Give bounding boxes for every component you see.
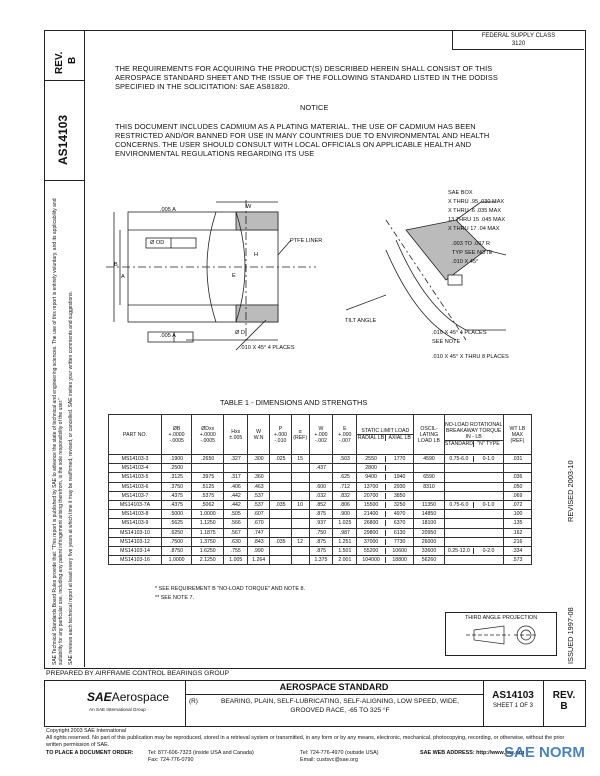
table-cell: 1.501 xyxy=(333,546,357,555)
table-cell: 1.0000 xyxy=(192,510,224,519)
table-cell: .072 xyxy=(503,500,531,509)
projection-box xyxy=(445,612,557,656)
order-label: TO PLACE A DOCUMENT ORDER: xyxy=(46,750,134,756)
table-cell: .442 xyxy=(224,491,248,500)
drawing-note-2: TYP SEE NOTE xyxy=(452,250,493,256)
drawing-label-thru1: X THRU .95 .030 MAX xyxy=(448,199,505,205)
revised-date: REVISED 2003-10 xyxy=(566,460,575,522)
table-subcell: 21400 xyxy=(357,511,386,517)
table-cell: .806 xyxy=(333,500,357,509)
table-cell xyxy=(248,464,270,473)
table-cell: 20950 xyxy=(414,528,444,537)
table-cell: .100 xyxy=(503,510,531,519)
table-subcell: 15500 xyxy=(357,502,386,508)
table-cell: MS14103-5 xyxy=(109,473,162,482)
table-cell: MS14103-12 xyxy=(109,537,162,546)
table-cell: .607 xyxy=(248,510,270,519)
prepared-by: PREPARED BY AIRFRAME CONTROL BEARINGS GROUP xyxy=(46,670,230,677)
rev-box xyxy=(44,30,84,81)
doc-number-box xyxy=(44,80,84,181)
table-subcell: 26800 xyxy=(357,520,386,526)
table-cell: MS14103-8 xyxy=(109,510,162,519)
table-cell: 4590 xyxy=(414,455,444,464)
table-subcell: 2930 xyxy=(393,483,406,490)
table-cell: .406 xyxy=(224,482,248,491)
table-cell: .437 xyxy=(309,464,333,473)
side-disclaimer-2: SAE reviews each technical report at least every five years at which time it may be reaffirmed, revised, or cancelled. SAE invites your written comments and suggestions. xyxy=(68,291,74,665)
table-cell xyxy=(357,455,414,464)
table-cell: .035 xyxy=(270,500,292,509)
title-rev-value: B xyxy=(560,701,568,712)
table-cell xyxy=(270,519,292,528)
drawing-note-4: .010 X 45° 4 PLACES xyxy=(432,330,487,336)
table-cell: .900 xyxy=(333,510,357,519)
drawing-note-5: SEE NOTE xyxy=(432,339,461,345)
table-cell: 33600 xyxy=(414,546,444,555)
table-cell: .3750 xyxy=(162,482,192,491)
table-cell xyxy=(444,537,503,546)
table-cell: .990 xyxy=(248,546,270,555)
table-cell xyxy=(270,473,292,482)
notice-title: NOTICE xyxy=(300,103,329,112)
table-subcell: 0.75-6.0 xyxy=(445,502,475,508)
watermark: SAE NORM xyxy=(504,744,585,761)
drawing-label-tilt: TILT ANGLE xyxy=(345,318,377,324)
drawing-label-thru3: 13 THRU 15 .045 MAX xyxy=(448,217,506,223)
table-cell xyxy=(291,519,309,528)
table-row xyxy=(109,473,532,482)
table-cell xyxy=(444,464,503,473)
drawing-label-w: W xyxy=(246,204,252,210)
fax: Fax: 724-776-0790 xyxy=(148,757,194,763)
table-cell: .755 xyxy=(224,546,248,555)
table-cell: .050 xyxy=(503,482,531,491)
table-cell: .875 xyxy=(309,510,333,519)
table-subcell: 0-1.0 xyxy=(482,502,495,509)
table-cell xyxy=(444,473,503,482)
table-cell xyxy=(291,473,309,482)
table-cell: .216 xyxy=(503,537,531,546)
table-subcell: 0-2.0 xyxy=(482,547,495,554)
table-subcell: 1770 xyxy=(393,456,406,463)
intro-paragraph: THE REQUIREMENTS FOR ACQUIRING THE PRODUCT(S) DESCRIBED HEREIN SHALL CONSIST OF THIS AEROSPACE STANDARD SHEET AND THE ISSUE OF THE FOLLOWING STANDARD LISTED IN THE DODISS SPECIFIED IN THE SOLICITATION: SAE AS81820. xyxy=(115,64,498,91)
th-wn: W W.N xyxy=(248,415,270,455)
table-cell: .630 xyxy=(224,537,248,546)
doc-number-vertical: AS14103 xyxy=(56,114,70,165)
table-subcell: 10600 xyxy=(392,547,407,554)
table-cell: .1900 xyxy=(162,455,192,464)
table-cell xyxy=(270,510,292,519)
table-cell: .537 xyxy=(248,491,270,500)
table-cell: .2500 xyxy=(162,464,192,473)
table-subcell: 0-1.0 xyxy=(482,456,495,463)
title-rev-label: REV. xyxy=(552,690,576,701)
table-row xyxy=(109,464,532,473)
table-subcell xyxy=(386,465,414,471)
table-cell xyxy=(444,556,503,565)
table-cell xyxy=(357,510,414,519)
table-cell: 6590 xyxy=(414,473,444,482)
copyright: Copyright 2003 SAE International xyxy=(46,728,127,734)
table-cell: MS14103-7 xyxy=(109,491,162,500)
table-cell xyxy=(291,546,309,555)
table-subcell: 0.75-6.0 xyxy=(445,456,475,462)
table-cell: .463 xyxy=(248,482,270,491)
table-subcell: 3850 xyxy=(393,492,406,499)
table-cell: 15 xyxy=(291,455,309,464)
rev-label: REV. xyxy=(54,51,65,74)
th-oscillating: OSCIL-LATING LOAD LB xyxy=(414,415,444,455)
table-cell xyxy=(444,500,503,509)
table-cell: 10 xyxy=(291,500,309,509)
table-cell xyxy=(444,519,503,528)
table-cell xyxy=(414,464,444,473)
table-cell xyxy=(291,510,309,519)
table-cell: .747 xyxy=(248,528,270,537)
table-subcell: 55200 xyxy=(357,548,386,554)
drawing-label-ptfe: PTFE LINER xyxy=(290,238,323,244)
table-cell: .875 xyxy=(309,537,333,546)
table-subcell: 0.25-12.0 xyxy=(445,548,475,554)
th-part-no: PART NO. xyxy=(109,415,162,455)
table-cell xyxy=(357,482,414,491)
table-cell xyxy=(357,546,414,555)
issued-date: ISSUED 1997-08 xyxy=(566,607,575,664)
table-cell: 56260 xyxy=(414,556,444,565)
table-cell: .442 xyxy=(224,500,248,509)
th-w: W +.000 -.002 xyxy=(309,415,333,455)
table-cell: .035 xyxy=(270,537,292,546)
drawing-note-1: .003 TO .007 R xyxy=(452,241,491,247)
table-cell: MS14103-4 xyxy=(109,464,162,473)
web-address: SAE WEB ADDRESS: http://www.sae.org xyxy=(420,750,525,756)
drawing-label-sae-box: SAE BOX xyxy=(448,190,473,196)
table-cell: MS14103-7A xyxy=(109,500,162,509)
table-cell xyxy=(444,546,503,555)
table-row xyxy=(109,556,532,565)
table-cell: .937 xyxy=(309,519,333,528)
table-cell: 1.1875 xyxy=(192,528,224,537)
table-subcell: 6130 xyxy=(393,529,406,536)
drawing-label-h: H xyxy=(254,252,259,258)
table-cell: .317 xyxy=(224,473,248,482)
rights-text: All rights reserved. No part of this publication may be reproduced, stored in a retrieval system or transmitted, in any form or by any means, electronic, mechanical, photocopying, recording, or otherwise, without the prior written permission of SAE. xyxy=(46,735,565,748)
table-cell xyxy=(357,519,414,528)
table-cell: MS14103-16 xyxy=(109,556,162,565)
title-cell xyxy=(185,681,484,726)
table-cell xyxy=(224,464,248,473)
rev-cell xyxy=(543,681,585,726)
table-row xyxy=(109,537,532,546)
table-cell: .4375 xyxy=(162,500,192,509)
table-cell: 11350 xyxy=(414,500,444,509)
table-cell: 12 xyxy=(291,537,309,546)
table-cell: .843 xyxy=(248,537,270,546)
table-cell xyxy=(309,473,333,482)
table-cell: 1.375 xyxy=(309,556,333,565)
table-cell: 26000 xyxy=(414,537,444,546)
table-cell: .031 xyxy=(503,455,531,464)
projection-label: THIRD ANGLE PROJECTION xyxy=(464,615,538,621)
th-alpha: α (REF) xyxy=(291,415,309,455)
table-cell: .135 xyxy=(503,519,531,528)
title-doc-number: AS14103 xyxy=(492,690,534,701)
table-cell: .566 xyxy=(224,519,248,528)
phone-intl: Tel: 724-776-4970 (outside USA) xyxy=(300,750,379,756)
table-cell xyxy=(291,482,309,491)
footer xyxy=(46,728,566,749)
table-cell xyxy=(270,464,292,473)
table-row xyxy=(109,519,532,528)
table-cell xyxy=(192,464,224,473)
table-cell: .573 xyxy=(503,556,531,565)
drawing-label-chamfer: .010 X 45° 4 PLACES xyxy=(240,345,295,351)
table-cell: 14850 xyxy=(414,510,444,519)
sae-tagline: An SAE International Group xyxy=(89,707,146,712)
table-cell: MS14103-9 xyxy=(109,519,162,528)
table-cell: MS14103-6 xyxy=(109,482,162,491)
table-footnote-2: ** SEE NOTE 7. xyxy=(155,595,194,601)
table-cell: 1.005 xyxy=(224,556,248,565)
table-cell xyxy=(270,556,292,565)
table-cell: .7500 xyxy=(162,537,192,546)
table-cell: .162 xyxy=(503,528,531,537)
table-cell: .327 xyxy=(224,455,248,464)
table-cell: .567 xyxy=(224,528,248,537)
side-disclaimer-1: SAE Technical Standards Board Rules provide that: "This report is published by SAE to advance the state of technical and engineering sciences. The use of this report is entirely voluntary, and its applicability and suitability for any particular use, including any patent infringement arising therefrom, is the sole responsibility of the user." xyxy=(52,198,64,665)
table-cell: 1.3750 xyxy=(192,537,224,546)
table-subcell: 7730 xyxy=(393,538,406,545)
table-cell xyxy=(357,491,414,500)
drawing-label-od: Ø OD xyxy=(150,240,165,246)
notice-paragraph: THIS DOCUMENT INCLUDES CADMIUM AS A PLATING MATERIAL. THE USE OF CADMIUM HAS BEEN RESTRICTED AND/OR BANNED FOR USE IN MANY COUNTRIES DUE TO ENVIRONMENTAL AND HEALTH CONCERNS. THE USER SHOULD CONSULT WITH LOCAL OFFICIALS ON APPLICABLE HEALTH AND ENVIRONMENTAL REGULATIONS REGARDING ITS USE xyxy=(115,122,490,158)
table-cell: 1.6250 xyxy=(192,546,224,555)
th-e: E +.000 -.007 xyxy=(333,415,357,455)
table-row xyxy=(109,455,532,464)
table-cell: .5625 xyxy=(162,519,192,528)
table-cell: .032 xyxy=(309,491,333,500)
table-row xyxy=(109,482,532,491)
table-cell xyxy=(414,491,444,500)
table-cell: .505 xyxy=(224,510,248,519)
table-subcell: 18800 xyxy=(392,557,407,564)
table-cell: 1.264 xyxy=(248,556,270,565)
table-subcell: 9400 xyxy=(357,474,386,480)
dimension-table xyxy=(108,414,532,565)
table-cell xyxy=(291,464,309,473)
table-cell: 8310 xyxy=(414,482,444,491)
drawing-label-005a-bottom: .005 A xyxy=(160,333,176,339)
table-cell: .360 xyxy=(248,473,270,482)
table-cell: .503 xyxy=(333,455,357,464)
table-cell xyxy=(444,528,503,537)
table-subcell: 3250 xyxy=(393,502,406,509)
th-hxx: Hxx ±.005 xyxy=(224,415,248,455)
table-cell xyxy=(357,556,414,565)
drawing-label-b: B xyxy=(114,262,118,268)
drawing-note-6: .010 X 45° X THRU 8 PLACES xyxy=(432,354,509,360)
table-cell: .875 xyxy=(309,546,333,555)
table-cell: 1.025 xyxy=(333,519,357,528)
table-cell xyxy=(270,482,292,491)
drawing-note-3: .010 X 45° xyxy=(452,259,479,265)
drawing-label-thru2: X THRU .6 .035 MAX xyxy=(448,208,502,214)
table-title: TABLE 1 - DIMENSIONS AND STRENGTHS xyxy=(220,398,368,407)
projection-symbol xyxy=(446,621,556,651)
table-cell: MS14103-10 xyxy=(109,528,162,537)
th-noload-torque: NO-LOAD ROTATIONAL BREAKAWAY TORQUE IN - LB STANDARD "N" TYPE xyxy=(444,415,503,455)
table-cell xyxy=(503,464,531,473)
table-cell: .300 xyxy=(248,455,270,464)
table-cell: .832 xyxy=(333,491,357,500)
sae-logo-cell xyxy=(45,681,186,726)
table-subcell: 1940 xyxy=(393,474,406,481)
table-cell xyxy=(270,528,292,537)
federal-supply-class: FEDERAL SUPPLY CLASS 3120 xyxy=(452,30,584,50)
table-subcell: 4970 xyxy=(393,511,406,518)
table-cell: .025 xyxy=(270,455,292,464)
table-cell: .3125 xyxy=(162,473,192,482)
table-subcell: 13700 xyxy=(357,484,386,490)
table-cell xyxy=(357,464,414,473)
table-cell: .5375 xyxy=(192,491,224,500)
table-subcell: 2550 xyxy=(357,456,386,462)
sae-logo-suffix: Aerospace xyxy=(111,690,170,704)
doc-number-cell xyxy=(483,681,544,726)
th-p: P +.000 -.010 xyxy=(270,415,292,455)
table-cell xyxy=(444,482,503,491)
table-row xyxy=(109,491,532,500)
table-cell: .537 xyxy=(248,500,270,509)
table-row xyxy=(109,528,532,537)
sheet-number: SHEET 1 OF 3 xyxy=(493,703,533,709)
table-cell xyxy=(357,473,414,482)
table-cell: 2.1250 xyxy=(192,556,224,565)
table-cell xyxy=(291,528,309,537)
th-static: STATIC LIMIT LOAD RADIAL LB AXIAL LB xyxy=(357,415,414,455)
table-cell xyxy=(357,537,414,546)
table-row xyxy=(109,510,532,519)
table-body xyxy=(109,455,532,565)
table-cell xyxy=(270,546,292,555)
table-cell: .6250 xyxy=(162,528,192,537)
table-cell xyxy=(291,491,309,500)
table-cell: .625 xyxy=(333,473,357,482)
drawing-label-e: E xyxy=(232,273,236,279)
table-cell xyxy=(444,510,503,519)
table-subcell: 6370 xyxy=(393,520,406,527)
th-weight: WT LB MAX (REF) xyxy=(503,415,531,455)
table-cell: .5062 xyxy=(192,500,224,509)
table-cell: 1.1250 xyxy=(192,519,224,528)
table-cell: .3975 xyxy=(192,473,224,482)
table-cell xyxy=(270,491,292,500)
table-cell xyxy=(444,491,503,500)
table-cell: 18100 xyxy=(414,519,444,528)
table-cell xyxy=(333,464,357,473)
table-cell xyxy=(291,556,309,565)
th-dia-b: ØB +.0000 -.0005 xyxy=(162,415,192,455)
table-cell: .036 xyxy=(503,473,531,482)
table-subcell: 104000 xyxy=(357,557,386,563)
th-dia-dxx: ØDxx +.0000 -.0005 xyxy=(192,415,224,455)
table-cell xyxy=(357,528,414,537)
table-cell: .5000 xyxy=(162,510,192,519)
table-row xyxy=(109,500,532,509)
sae-logo-brand: SAE xyxy=(87,690,112,704)
drawing-label-d: Ø D xyxy=(235,330,245,336)
table-cell: .2650 xyxy=(192,455,224,464)
table-cell: .8750 xyxy=(162,546,192,555)
table-cell: .712 xyxy=(333,482,357,491)
table-cell: .852 xyxy=(309,500,333,509)
table-subcell: 20700 xyxy=(357,493,386,499)
table-cell: MS14103-3 xyxy=(109,455,162,464)
dimension-table-wrapper xyxy=(108,414,532,565)
title-r-mark: (R) xyxy=(189,698,198,705)
table-cell: .334 xyxy=(503,546,531,555)
phone-usa: Tel: 877-606-7323 (inside USA and Canada) xyxy=(148,750,254,756)
table-subcell: 37000 xyxy=(357,539,386,545)
table-cell: 1.251 xyxy=(333,537,357,546)
table-cell: .670 xyxy=(248,519,270,528)
table-cell: .5125 xyxy=(192,482,224,491)
drawing-label-a: A xyxy=(121,274,125,280)
rev-value: B xyxy=(67,56,78,64)
drawing-label-thru4: X THRU 17 .04 MAX xyxy=(448,226,500,232)
table-cell xyxy=(309,455,333,464)
table-cell: MS14103-14 xyxy=(109,546,162,555)
table-cell: 2.001 xyxy=(333,556,357,565)
table-row xyxy=(109,546,532,555)
aerospace-standard-heading: AEROSPACE STANDARD xyxy=(185,681,483,695)
table-cell: .987 xyxy=(333,528,357,537)
table-subcell: 29800 xyxy=(357,530,386,536)
title-block xyxy=(44,680,586,727)
table-cell xyxy=(357,500,414,509)
table-cell: .069 xyxy=(503,491,531,500)
email: Email: custsvc@sae.org xyxy=(300,757,358,763)
table-cell: .600 xyxy=(309,482,333,491)
table-cell: 1.0000 xyxy=(162,556,192,565)
standard-title: BEARING, PLAIN, SELF-LUBRICATING, SELF-ALIGNING, LOW SPEED, WIDE, GROOVED RACE, -65 TO 325 °F xyxy=(220,698,460,714)
table-subcell: 2800 xyxy=(357,465,386,471)
table-cell: .4375 xyxy=(162,491,192,500)
drawing-label-005a: .005 A xyxy=(160,207,176,213)
table-footnote-1: * SEE REQUIREMENT B "NO-LOAD TORQUE" AND NOTE 8. xyxy=(155,586,306,592)
table-cell: .750 xyxy=(309,528,333,537)
table-cell xyxy=(444,455,503,464)
sae-logo xyxy=(87,690,169,704)
